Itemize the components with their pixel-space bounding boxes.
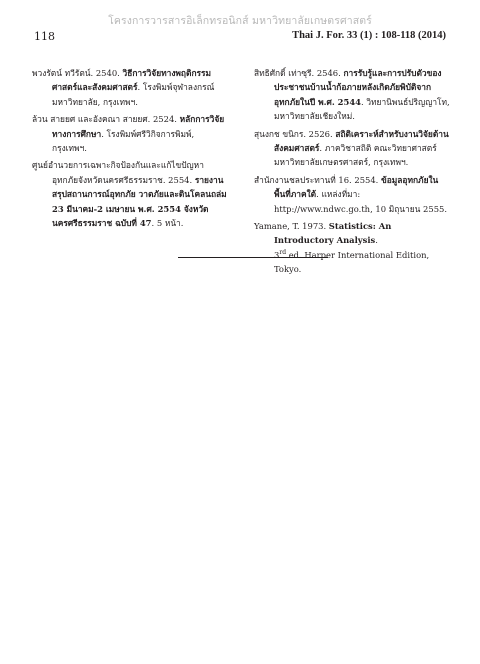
reference-entry <box>254 173 450 216</box>
reference-author: พวงรัตน์ ทวีรัตน์. 2540. <box>32 68 123 78</box>
reference-publisher: . โรงพิมพ์จุฬาลงกรณ์มหาวิทยาลัย, กรุงเทพฯ. <box>52 82 215 107</box>
running-header: Thai J. For. 33 (1) : 108-118 (2014) <box>292 30 446 41</box>
reference-entry <box>254 66 450 124</box>
reference-publisher: . แหล่งที่มา: http://www.ndwc.go.th, 10 มิถุนายน 2555. <box>274 189 448 214</box>
watermark: โครงการวารสารอิเล็กทรอนิกส์ มหาวิทยาลัยเกษตรศาสตร์ <box>108 15 372 27</box>
reference-column-left <box>32 66 228 233</box>
reference-title: ข้อมูลอุทกภัยในพื้นที่ภาคใต้ <box>274 174 439 200</box>
reference-entry <box>254 127 450 170</box>
reference-title: วิธีการวิจัยทางพฤติกรรมศาสตร์และสังคมศาสตร์ <box>52 68 212 93</box>
reference-title: หลักการวิจัยทางการศึกษา <box>52 114 225 139</box>
reference-entry <box>32 66 228 109</box>
end-rule <box>178 257 328 258</box>
reference-author: สิทธิศักดิ์ เท่าซุรี. 2546. <box>254 68 344 78</box>
reference-edition-suffix: rd <box>279 249 287 257</box>
reference-title-end: . <box>375 235 378 246</box>
reference-publisher: . ภาควิชาสถิติ คณะวิทยาศาสตร์มหาวิทยาลัยเกษตรศาสตร์, กรุงเทพฯ. <box>274 143 437 168</box>
reference-title: รายงานสรุปสถานการณ์อุทกภัย วาตภัยและดินโคลนถล่ม 23 มีนาคม-2 เมษายน พ.ศ. 2554 จังหวัดนครศรีธรรมราช ฉบับที่ 47 <box>52 174 227 229</box>
reference-publisher: . 5 หน้า. <box>151 218 184 229</box>
reference-author: สำนักงานชลประทานที่ 16. 2554. <box>254 174 382 185</box>
page-number: 118 <box>34 30 55 43</box>
reference-title: สถิติเคราะห์สำหรับงานวิจัยด้านสังคมศาสตร์ <box>274 128 449 154</box>
reference-author: ล้วน สายยศ และอังคณา สายยศ. 2524. <box>32 114 180 125</box>
reference-author: Yamane, T. 1973. <box>254 221 329 232</box>
reference-author: ศูนย์อำนวยการเฉพาะกิจป้องกันและแก้ไขปัญหาอุทกภัยจังหวัดนครศรีธรรมราช. 2554. <box>32 160 204 185</box>
reference-publisher: . โรงพิมพ์ศรีวิกิจการพิมพ์, กรุงเทพฯ. <box>52 128 195 154</box>
reference-entry <box>32 112 228 155</box>
reference-title: การรับรู้และการปรับตัวของประชาชนบ้านน้ำก้อภายหลังเกิดภัยพิบัติจากอุทกภัยในปี พ.ศ. 2544 <box>274 68 442 107</box>
reference-publisher: ed. Harper International Edition, Tokyo. <box>274 249 430 275</box>
reference-entry <box>32 158 228 230</box>
reference-author: สุนงกช ขนิกร. 2526. <box>254 128 336 139</box>
reference-edition-number: 3 <box>274 249 280 260</box>
reference-column-right <box>254 66 450 280</box>
reference-title: Statistics: An Introductory Analysis <box>274 221 392 246</box>
reference-publisher: . วิทยานิพนธ์ปริญญาโท, มหาวิทยาลัยเชียงใหม่. <box>274 96 450 122</box>
reference-entry <box>254 219 450 277</box>
